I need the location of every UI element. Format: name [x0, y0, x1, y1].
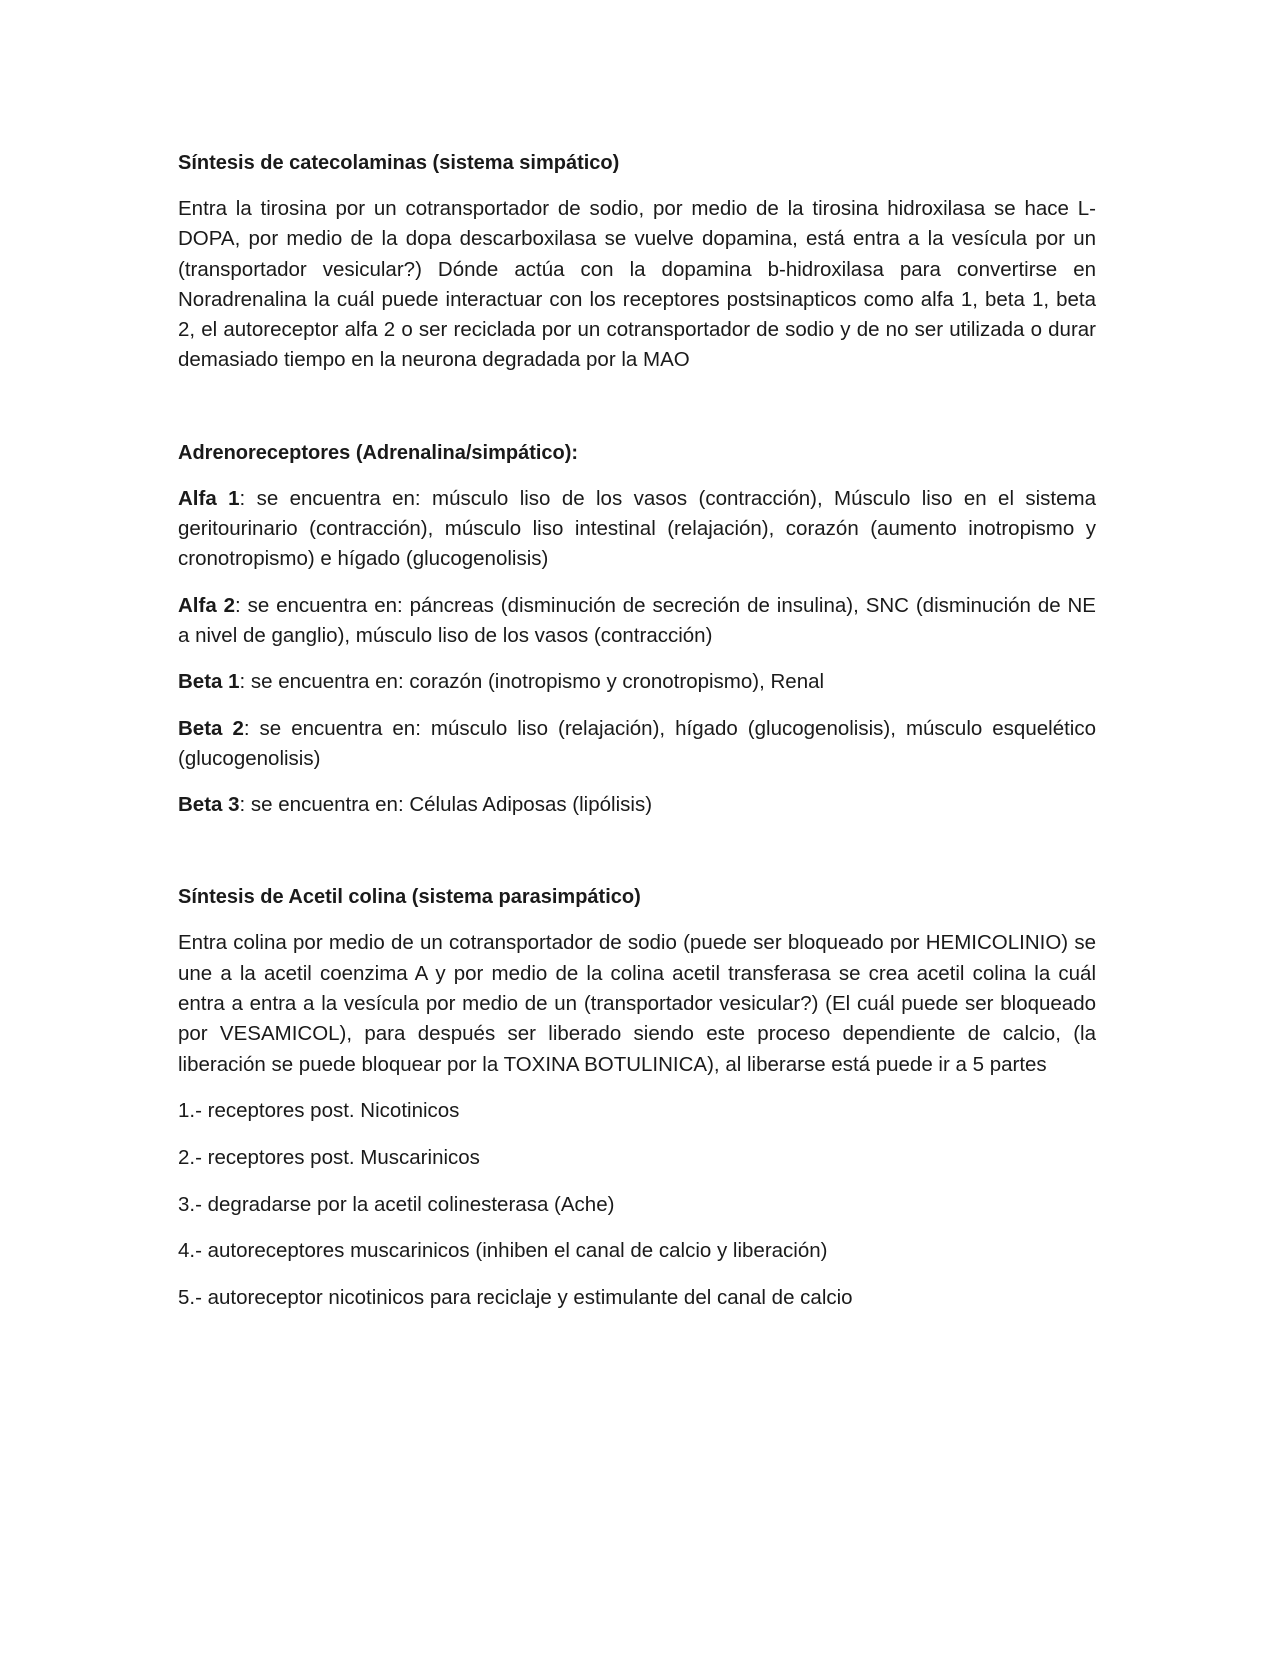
receptor-beta-3 [178, 790, 1096, 820]
receptor-beta-1 [178, 667, 1096, 697]
receptor-alfa-2 [178, 591, 1096, 652]
receptor-name: Beta 3 [178, 793, 240, 817]
list-item: 4.- autoreceptores muscarinicos (inhiben el canal de calcio y liberación) [178, 1239, 828, 1263]
list-item: 2.- receptores post. Muscarinicos [178, 1145, 480, 1169]
receptor-description: : se encuentra en: páncreas (disminución de secreción de insulina), SNC (disminución de NE a nivel de ganglio), músculo liso de los vasos (contracción) [178, 593, 1096, 647]
blank-line [178, 836, 1096, 882]
receptor-description: : se encuentra en: músculo liso de los vasos (contracción), Músculo liso en el sistema geritourinario (contracción), músculo liso intestinal (relajación), corazón (aumento inotropismo y cronotropismo) e hígado (glucogenolisis) [178, 486, 1096, 571]
receptor-description: : se encuentra en: corazón (inotropismo y cronotropismo), Renal [239, 670, 825, 694]
receptor-name: Beta 2 [178, 716, 244, 740]
blank-line [178, 392, 1096, 438]
paragraph-acetilcolina: Entra colina por medio de un cotransportador de sodio (puede ser bloqueado por HEMICOLINIO) se une a la acetil coenzima A y por medio de la colina acetil transferasa se crea acetil colina la cuál entra a entra a la vesícula por medio de un (transportador vesicular?) (El cuál puede ser bloqueado por VESAMICOL), para después ser liberado siendo este proceso dependiente de calcio, (la liberación se puede bloquear por la TOXINA BOTULINICA), al liberarse está puede ir a 5 partes [178, 931, 1096, 1076]
receptor-description: : se encuentra en: músculo liso (relajación), hígado (glucogenolisis), músculo esquelético (glucogenolisis) [178, 716, 1096, 770]
section-heading-adrenoreceptores: Adrenoreceptores (Adrenalina/simpático): [178, 441, 579, 464]
section-heading-acetilcolina: Síntesis de Acetil colina (sistema parasimpático) [178, 886, 641, 909]
section-heading-catecolaminas: Síntesis de catecolaminas (sistema simpático) [178, 152, 620, 174]
receptor-name: Alfa 2 [178, 593, 236, 617]
document-page [178, 148, 1096, 1330]
receptor-alfa-1 [178, 484, 1096, 575]
list-item: 5.- autoreceptor nicotinicos para reciclaje y estimulante del canal de calcio [178, 1286, 853, 1310]
list-item: 3.- degradarse por la acetil colinesterasa (Ache) [178, 1192, 615, 1216]
paragraph-catecolaminas: Entra la tirosina por un cotransportador de sodio, por medio de la tirosina hidroxilasa se hace L-DOPA, por medio de la dopa descarboxilasa se vuelve dopamina, está entra a la vesícula por un (transportador vesicular?) Dónde actúa con la dopamina b-hidroxilasa para convertirse en Noradrenalina la cuál puede interactuar con los receptores postsinapticos como alfa 1, beta 1, beta 2, el autoreceptor alfa 2 o ser reciclada por un cotransportador de sodio y de no ser utilizada o durar demasiado tiempo en la neurona degradada por la MAO [178, 197, 1096, 372]
receptor-name: Beta 1 [178, 670, 240, 694]
receptor-name: Alfa 1 [178, 486, 240, 510]
receptor-description: : se encuentra en: Células Adiposas (lipólisis) [239, 793, 653, 817]
receptor-beta-2 [178, 714, 1096, 775]
list-item: 1.- receptores post. Nicotinicos [178, 1098, 460, 1122]
